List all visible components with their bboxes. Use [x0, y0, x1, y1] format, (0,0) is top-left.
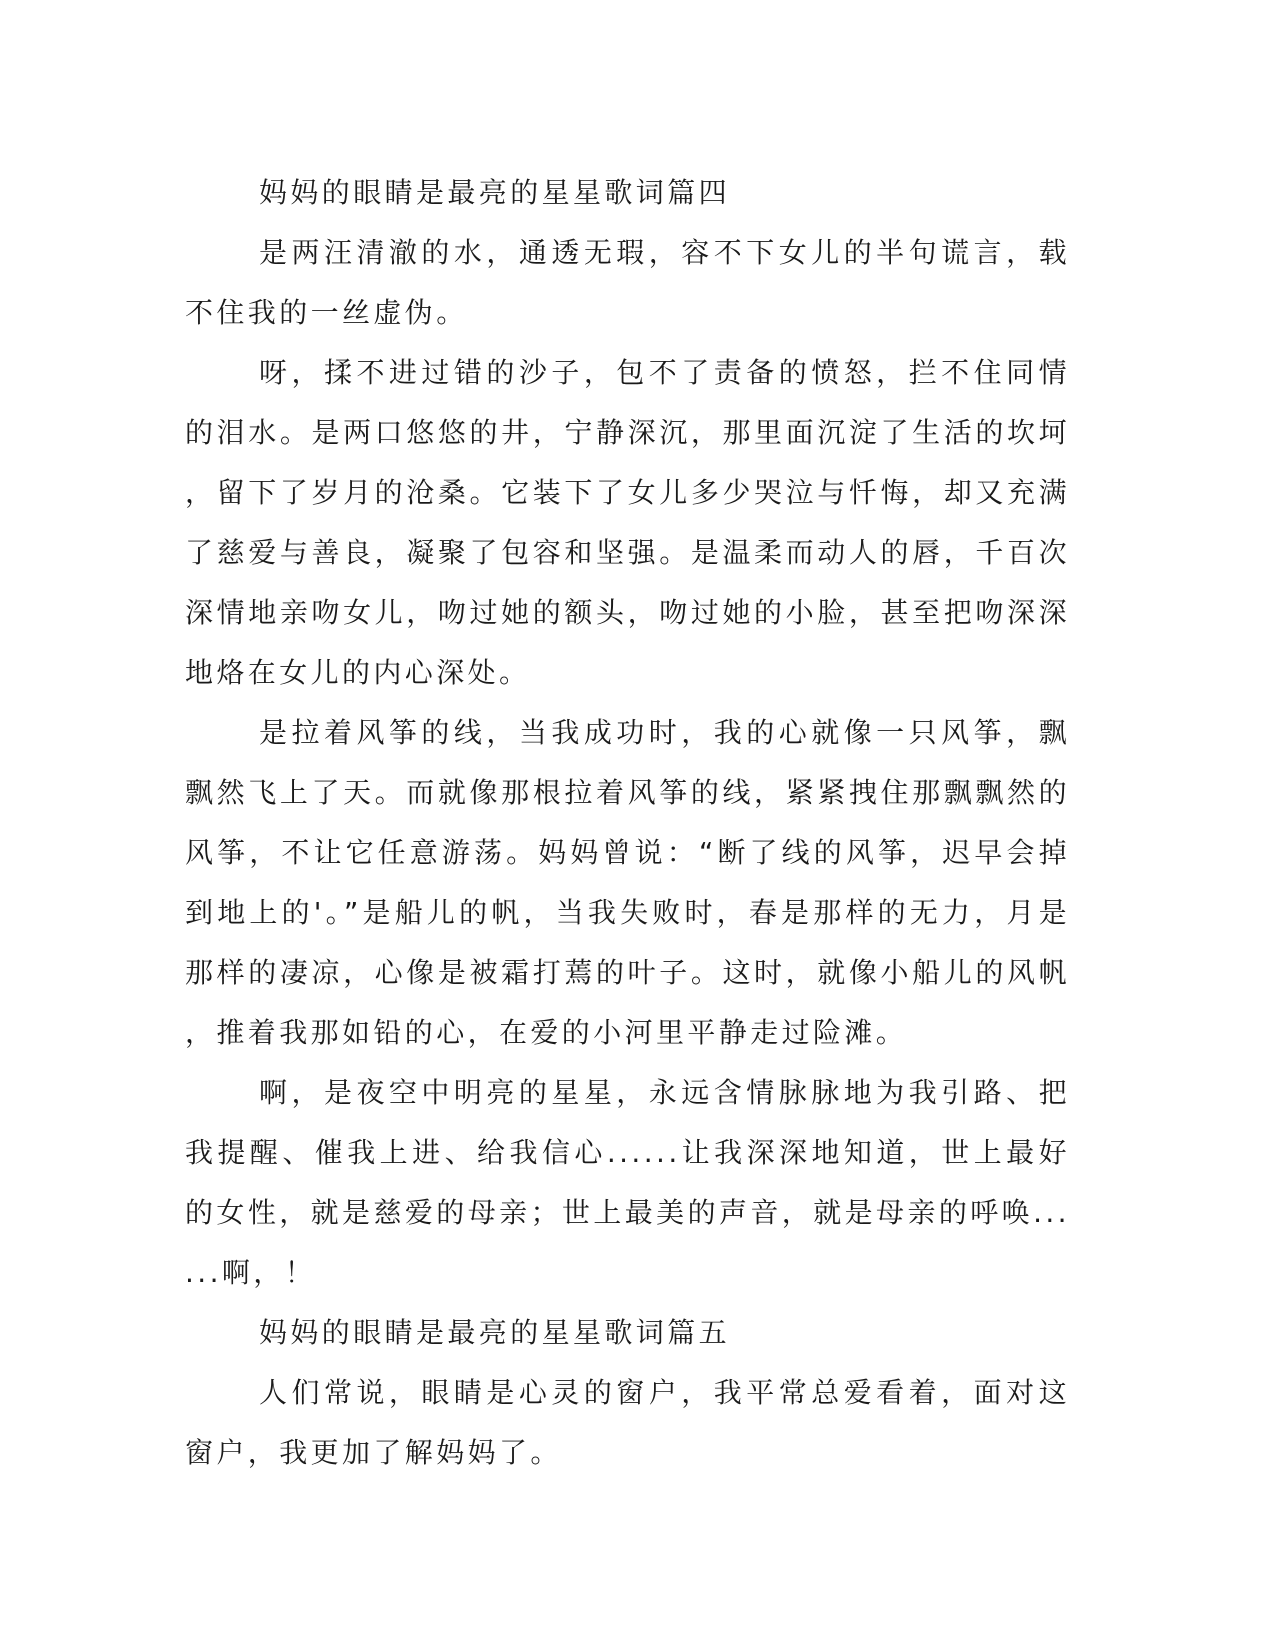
section-heading-4: 妈妈的眼睛是最亮的星星歌词篇四: [259, 176, 731, 209]
paragraph: 啊，是夜空中明亮的星星，永远含情脉脉地为我引路、把我提醒、催我上进、给我信心......让我深深地知道，世上最好的女性，就是慈爱的母亲；世上最美的声音，就是母亲的呼唤......啊，！: [185, 1076, 1070, 1289]
section-heading-5: 妈妈的眼睛是最亮的星星歌词篇五: [259, 1316, 731, 1349]
paragraph: 是两汪清澈的水，通透无瑕，容不下女儿的半句谎言，载不住我的一丝虚伪。: [185, 236, 1070, 329]
paragraph: 人们常说，眼睛是心灵的窗户，我平常总爱看着，面对这窗户，我更加了解妈妈了。: [185, 1376, 1070, 1469]
paragraph: 是拉着风筝的线，当我成功时，我的心就像一只风筝，飘飘然飞上了天。而就像那根拉着风筝的线，紧紧拽住那飘飘然的风筝，不让它任意游荡。妈妈曾说：“断了线的风筝，迟早会掉到地上的'。”是船儿的帆，当我失败时，春是那样的无力，月是那样的凄凉，心像是被霜打蔫的叶子。这时，就像小船儿的风帆，推着我那如铅的心，在爱的小河里平静走过险滩。: [185, 716, 1070, 1049]
paragraph: 呀，揉不进过错的沙子，包不了责备的愤怒，拦不住同情的泪水。是两口悠悠的井，宁静深沉，那里面沉淀了生活的坎坷，留下了岁月的沧桑。它装下了女儿多少哭泣与忏悔，却又充满了慈爱与善良，凝聚了包容和坚强。是温柔而动人的唇，千百次深情地亲吻女儿，吻过她的额头，吻过她的小脸，甚至把吻深深地烙在女儿的内心深处。: [185, 356, 1070, 689]
document-body: [185, 163, 1070, 1483]
